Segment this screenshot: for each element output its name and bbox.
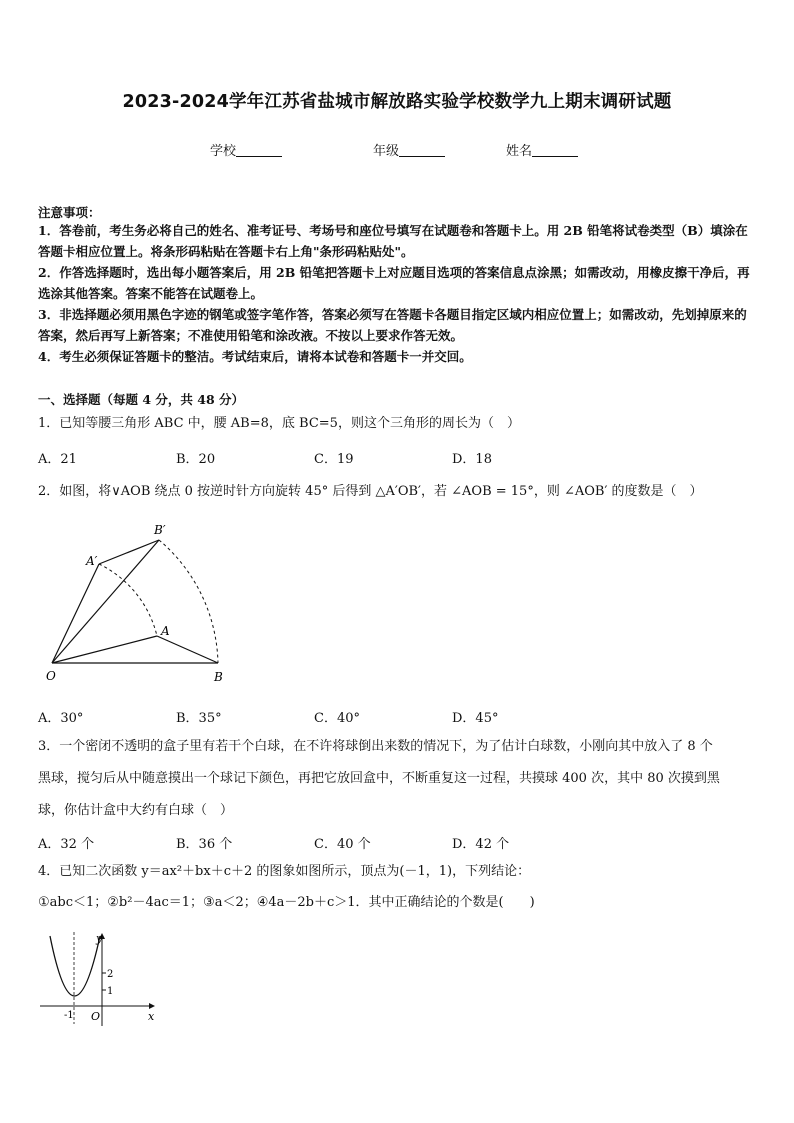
segment-a1b1 [99,540,159,564]
label-a: A [161,624,170,638]
rotation-figure [40,520,240,690]
label-minus-1: -1 [64,1010,74,1021]
arc-bb1 [159,540,218,663]
q1-option-c: C．19 [314,452,354,467]
name-blank [532,144,578,157]
label-y: y [96,932,103,945]
label-b-prime: B′ [154,523,166,537]
name-label: 姓名 [506,144,533,159]
grade-label: 年级 [373,144,400,159]
parabola-curve [50,936,100,996]
school-label: 学校 [210,144,237,159]
label-b: B [214,670,223,684]
q2-option-a: A．30° [38,711,84,726]
school-field [210,140,282,159]
label-tick-2: 2 [107,969,114,980]
segment-ob1 [52,540,159,663]
q3-option-a: A．32 个 [38,837,95,852]
question-1-stem: 1．已知等腰三角形 ABC 中，腰 AB=8，底 BC=5，则这个三角形的周长为（ ） [38,416,520,431]
label-tick-1: 1 [107,986,114,997]
question-3-line-2: 黑球，搅匀后从中随意摸出一个球记下颜色，再把它放回盒中，不断重复这一过程，共摸球 400 次，其中 80 次摸到黑 [38,771,720,786]
notice-item-2: 2．作答选择题时，选出每小题答案后，用 2B 铅笔把答题卡上对应题目选项的答案信息点涂黑；如需改动，用橡皮擦干净后，再选涂其他答案。答案不能答在试题卷上。 [38,265,750,301]
grade-field [373,140,445,159]
q2-option-c: C．40° [314,711,360,726]
q2-option-d: D．45° [452,711,499,726]
question-4-line-1: 4．已知二次函数 y＝ax²＋bx＋c＋2 的图象如图所示，顶点为(－1，1)，下列结论： [38,864,531,879]
question-3-line-1: 3．一个密闭不透明的盒子里有若干个白球，在不许将球倒出来数的情况下，为了估计白球数，小刚向其中放入了 8 个 [38,739,713,754]
q1-option-a: A．21 [38,452,77,467]
label-o: O [46,669,56,683]
question-2-stem: 2．如图，将∨AOB 绕点 0 按逆时针方向旋转 45° 后得到 △A′OB′，若 ∠AOB = 15°，则 ∠AOB′ 的度数是（ ） [38,484,703,499]
label-origin: O [91,1010,101,1023]
notice-heading: 注意事项： [38,205,101,220]
notice-item-3: 3．非选择题必须用黑色字迹的钢笔或签字笔作答，答案必须写在答题卡各题目指定区域内相应位置上；如需改动，先划掉原来的答案，然后再写上新答案；不准使用铅笔和涂改液。不按以上要求作答无效。 [38,307,747,343]
section-heading: 一、选择题（每题 4 分，共 48 分） [38,392,245,407]
q3-option-d: D．42 个 [452,837,510,852]
segment-oa1 [52,564,99,663]
name-field [506,140,578,159]
label-a-prime: A′ [86,554,98,568]
q1-option-d: D．18 [452,452,492,467]
notice-item-4: 4．考生必须保证答题卡的整洁。考试结束后，请将本试卷和答题卡一并交回。 [38,349,472,364]
q3-option-b: B．36 个 [176,837,233,852]
segment-oa [52,636,157,663]
school-blank [236,144,282,157]
notice-item-1: 1．答卷前，考生务必将自己的姓名、准考证号、考场号和座位号填写在试题卷和答题卡上。用 2B 铅笔将试卷类型（B）填涂在答题卡相应位置上。将条形码粘贴在答题卡右上角"条形码粘贴处"。 [38,223,748,259]
q1-option-b: B．20 [176,452,216,467]
segment-ab [157,636,218,663]
q3-option-c: C．40 个 [314,837,371,852]
question-3-line-3: 球，你估计盒中大约有白球（ ） [38,803,234,818]
grade-blank [399,144,445,157]
parabola-figure [36,928,166,1028]
page-title: 2023-2024学年江苏省盐城市解放路实验学校数学九上期末调研试题 [122,92,672,112]
question-4-line-2: ①abc＜1；②b²－4ac＝1；③a＜2；④4a－2b＋c＞1．其中正确结论的个数是( ) [38,895,535,910]
label-x: x [148,1010,155,1023]
q2-option-b: B．35° [176,711,222,726]
